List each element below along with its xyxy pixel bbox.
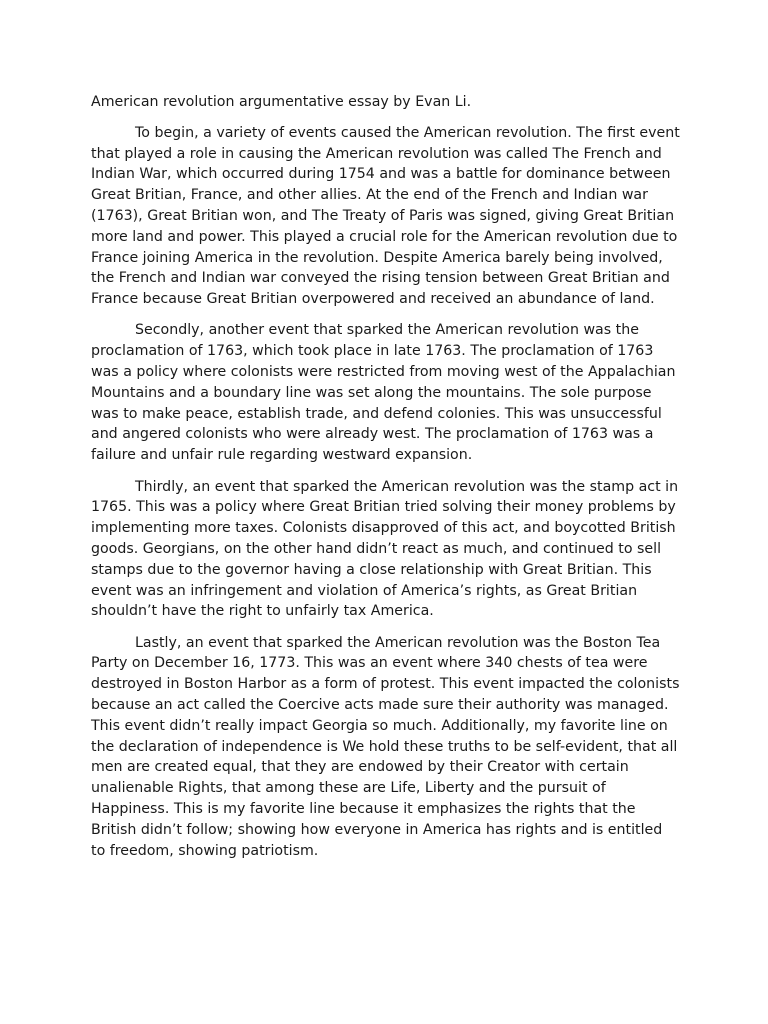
- paragraph-french-indian-war: To begin, a variety of events caused the American revolution. The first event that played a role in causing the American revolution was called The French and Indian War, which occurred during 1754 and was a battle for dominance between Great Britian, France, and other allies. At the end of the French and Indian war (1763), Great Britian won, and The Treaty of Paris was signed, giving Great Britian more land and power. This played a crucial role for the American revolution due to France joining America in the revolution. Despite America barely being involved, the French and Indian war conveyed the rising tension between Great Britian and France because Great Britian overpowered and received an abundance of land.: [91, 124, 680, 308]
- paragraph-boston-tea-party: Lastly, an event that sparked the American revolution was the Boston Tea Party on December 16, 1773. This was an event where 340 chests of tea were destroyed in Boston Harbor as a form of protest. This event impacted the colonists because an act called the Coercive acts made sure their authority was managed. This event didn’t really impact Georgia so much. Additionally, my favorite line on the declaration of independence is We hold these truths to be self-evident, that all men are created equal, that they are endowed by their Creator with certain unalienable Rights, that among these are Life, Liberty and the pursuit of Happiness. This is my favorite line because it emphasizes the rights that the British didn’t follow; showing how everyone in America has rights and is entitled to freedom, showing patriotism.: [91, 634, 680, 859]
- paragraph-stamp-act: Thirdly, an event that sparked the American revolution was the stamp act in 1765. This was a policy where Great Britian tried solving their money problems by implementing more taxes. Colonists disapproved of this act, and boycotted British goods. Georgians, on the other hand didn’t react as much, and continued to sell stamps due to the governor having a close relationship with Great Britian. This event was an infringement and violation of America’s rights, as Great Britian shouldn’t have the right to unfairly tax America.: [91, 478, 679, 620]
- paragraph-proclamation-1763: Secondly, another event that sparked the American revolution was the proclamation of 1763, which took place in late 1763. The proclamation of 1763 was a policy where colonists were restricted from moving west of the Appalachian Mountains and a boundary line was set along the mountains. The sole purpose was to make peace, establish trade, and defend colonies. This was unsuccessful and angered colonists who were already west. The proclamation of 1763 was a failure and unfair rule regarding westward expansion.: [91, 322, 676, 464]
- essay-body: [91, 92, 681, 872]
- essay-title: American revolution argumentative essay by Evan Li.: [91, 94, 472, 110]
